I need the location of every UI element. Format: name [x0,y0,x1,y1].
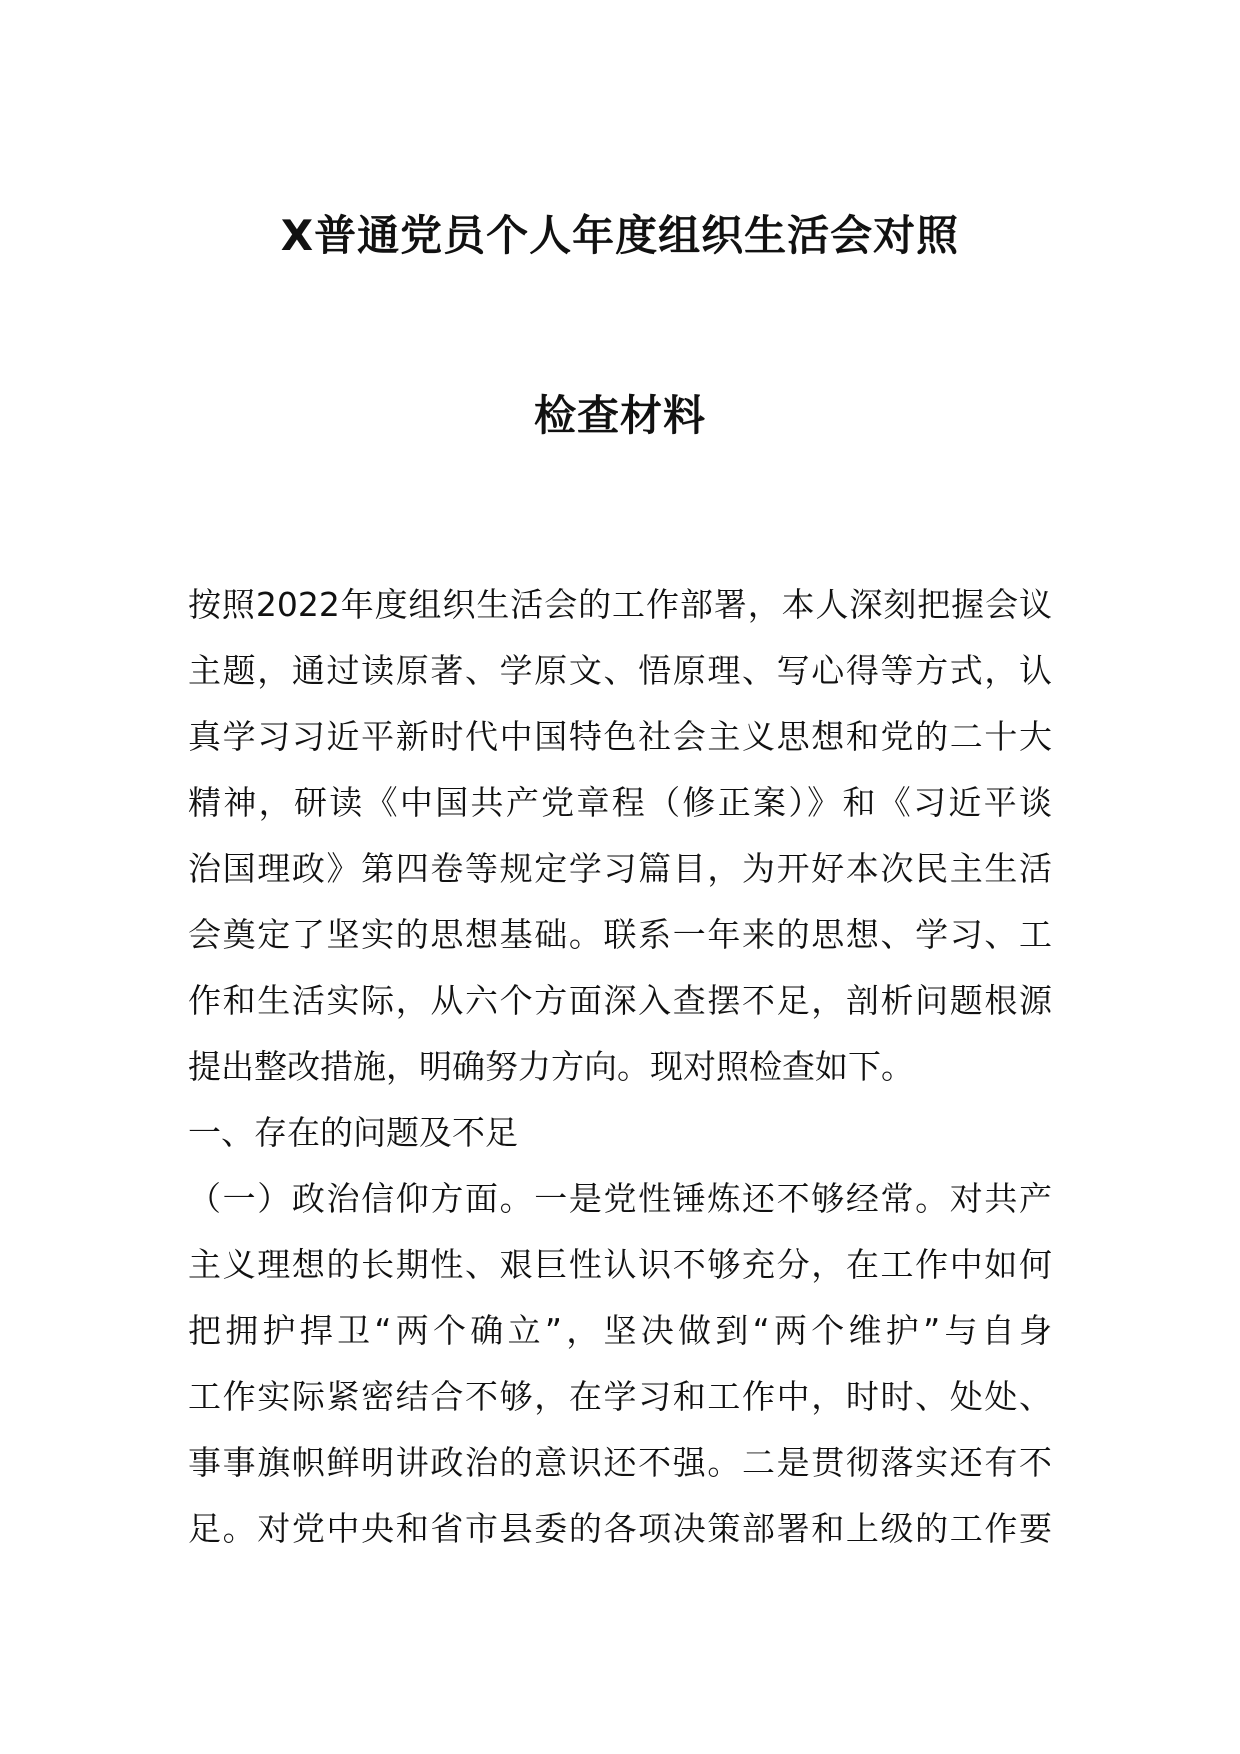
body-line-15: 足。对党中央和省市县委的各项决策部署和上级的工作要 [188,1509,1052,1548]
document-body [188,572,1052,1562]
body-line-10: （一）政治信仰方面。一是党性锤炼还不够经常。对共产 [188,1179,1052,1218]
body-line-14: 事事旗帜鲜明讲政治的意识还不强。二是贯彻落实还有不 [188,1443,1052,1482]
body-line-5: 治国理政》第四卷等规定学习篇目，为开好本次民主生活 [188,849,1052,888]
body-line-12: 把拥护捍卫“两个确立”，坚决做到“两个维护”与自身 [188,1311,1052,1350]
body-line-7: 作和生活实际，从六个方面深入查摆不足，剖析问题根源 [188,981,1052,1020]
body-line-11: 主义理想的长期性、艰巨性认识不够充分，在工作中如何 [188,1245,1052,1284]
body-line-8: 提出整改措施，明确努力方向。现对照检查如下。 [188,1047,914,1086]
body-line-13: 工作实际紧密结合不够，在学习和工作中，时时、处处、 [188,1377,1052,1416]
section-heading: 一、存在的问题及不足 [188,1113,518,1152]
body-line-2: 主题，通过读原著、学原文、悟原理、写心得等方式，认 [188,651,1052,690]
document-title-line-1: X普通党员个人年度组织生活会对照 [280,211,960,260]
body-line-1: 按照2022年度组织生活会的工作部署，本人深刻把握会议 [188,585,1052,624]
body-line-6: 会奠定了坚实的思想基础。联系一年来的思想、学习、工 [188,915,1052,954]
body-line-4: 精神，研读《中国共产党章程（修正案）》和《习近平谈 [188,783,1052,822]
document-title-line-2: 检查材料 [533,391,706,440]
body-line-3: 真学习习近平新时代中国特色社会主义思想和党的二十大 [188,717,1052,756]
